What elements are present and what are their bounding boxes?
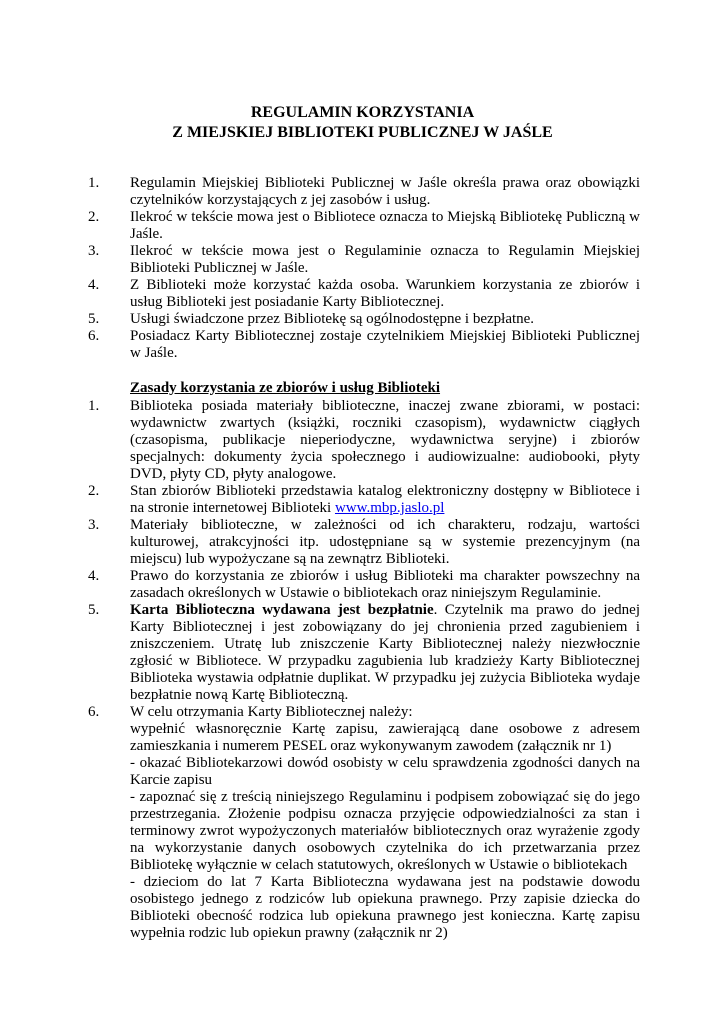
item-text: Biblioteka posiada materiały biblioteczne, inaczej zwane zbiorami, w postaci: wydawnictw zwartych (książki, roczniki czasopism), wydawnictw ciągłych (czasopisma, publikacje nieperiodyczne, wydawnictwa seryjne) i zbiorów specjalnych: dokumenty życia społecznego i audiowizualne: audiobooki, płyty DVD, płyty CD, płyty analogowe. bbox=[130, 398, 640, 482]
item-number: 2. bbox=[88, 483, 100, 499]
item-text-part: . Czytelnik ma prawo do jednej Karty Bibliotecznej i jest zobowiązany do jej chronienia przed zagubieniem i zniszczeniem. Utratę lub zniszczenie Karty Bibliotecznej należy niezwłocznie zgłosić w Bibliotece. W przypadku zagubienia lub kradzieży Karty Bibliotecznej Biblioteka wystawia odpłatnie duplikat. W przypadku jej zużycia Biblioteka wydaje bezpłatnie nową Kartę Biblioteczną. bbox=[130, 602, 640, 703]
item-text-part: Stan zbiorów Biblioteki przedstawia katalog elektroniczny dostępny w Bibliotece i na stronie internetowej Biblioteki bbox=[130, 483, 640, 516]
item-text: Ilekroć w tekście mowa jest o Regulaminie oznacza to Regulamin Miejskiej Biblioteki Publicznej w Jaśle. bbox=[130, 243, 640, 276]
list-item bbox=[88, 328, 640, 362]
item-text bbox=[130, 483, 640, 517]
list-item bbox=[88, 398, 640, 483]
item-text: Posiadacz Karty Bibliotecznej zostaje czytelnikiem Miejskiej Biblioteki Publicznej w Jaśle. bbox=[130, 328, 640, 361]
item-text: Usługi świadczone przez Bibliotekę są ogólnodostępne i bezpłatne. bbox=[130, 311, 535, 327]
item-number: 4. bbox=[88, 277, 100, 293]
list-item bbox=[88, 704, 640, 942]
item-intro: W celu otrzymania Karty Bibliotecznej należy: bbox=[130, 704, 413, 720]
item-text: Ilekroć w tekście mowa jest o Bibliotece oznacza to Miejską Bibliotekę Publiczną w Jaśle. bbox=[130, 209, 640, 242]
list-item bbox=[88, 602, 640, 704]
list-item bbox=[88, 277, 640, 311]
library-rules-section bbox=[88, 380, 640, 942]
item-number: 6. bbox=[88, 328, 100, 344]
item-text: Z Biblioteki może korzystać każda osoba. Warunkiem korzystania ze zbiorów i usług Biblioteki jest posiadanie Karty Bibliotecznej. bbox=[130, 277, 640, 310]
library-website-link[interactable]: www.mbp.jaslo.pl bbox=[334, 500, 445, 516]
document-title-line2: Z MIEJSKIEJ BIBLIOTEKI PUBLICZNEJ W JAŚLE bbox=[172, 124, 553, 141]
list-item bbox=[88, 568, 640, 602]
general-provisions-list bbox=[88, 175, 640, 362]
item-number: 5. bbox=[88, 602, 100, 618]
item-text: Regulamin Miejskiej Biblioteki Publicznej w Jaśle określa prawa oraz obowiązki czytelników korzystających z jej zasobów i usług. bbox=[130, 175, 640, 208]
item-number: 3. bbox=[88, 517, 100, 533]
item-number: 2. bbox=[88, 209, 100, 225]
item-text: Prawo do korzystania ze zbiorów i usług Biblioteki ma charakter powszechny na zasadach określonych w Ustawie o bibliotekach oraz niniejszym Regulaminie. bbox=[130, 568, 640, 601]
item-number: 5. bbox=[88, 311, 100, 327]
list-item bbox=[88, 311, 640, 328]
item-number: 4. bbox=[88, 568, 100, 584]
sub-item: wypełnić własnoręcznie Kartę zapisu, zawierającą dane osobowe z adresem zamieszkania i numerem PESEL oraz wykonywanym zawodem (załącznik nr 1) bbox=[130, 721, 640, 754]
sub-item: - dzieciom do lat 7 Karta Biblioteczna wydawana jest na podstawie dowodu osobistego jednego z rodziców lub opiekuna prawnego. Przy zapisie dziecka do Biblioteki obecność rodzica lub opiekuna prawnego jest konieczna. Kartę zapisu wypełnia rodzic lub opiekun prawny (załącznik nr 2) bbox=[130, 874, 640, 941]
item-number: 1. bbox=[88, 398, 100, 414]
item-text: Materiały biblioteczne, w zależności od ich charakteru, rodzaju, wartości kulturowej, atrakcyjności itp. udostępniane są w systemie prezencyjnym (na miejscu) lub wypożyczane są na zewnątrz Biblioteki. bbox=[130, 517, 640, 567]
list-item bbox=[88, 243, 640, 277]
list-item bbox=[88, 517, 640, 568]
sub-item: - okazać Bibliotekarzowi dowód osobisty w celu sprawdzenia zgodności danych na Karcie zapisu bbox=[130, 755, 640, 788]
section-heading: Zasady korzystania ze zbiorów i usług Biblioteki bbox=[130, 380, 441, 396]
sub-item: - zapoznać się z treścią niniejszego Regulaminu i podpisem zobowiązać się do jego przestrzegania. Złożenie podpisu oznacza przyjęcie odpowiedzialności za stan i terminowy zwrot wypożyczonych materiałów bibliotecznych oraz wyrażenie zgody na wykorzystanie danych osobowych czytelnika do ich przetwarzania przez Bibliotekę wyłącznie w celach statutowych, określonych w Ustawie o bibliotekach bbox=[130, 789, 640, 873]
document-title-line1: REGULAMIN KORZYSTANIA bbox=[250, 104, 475, 121]
item-number: 3. bbox=[88, 243, 100, 259]
item-text bbox=[130, 602, 640, 704]
list-item bbox=[88, 175, 640, 209]
library-card-free-notice: Karta Biblioteczna wydawana jest bezpłatnie bbox=[130, 602, 434, 618]
list-item bbox=[88, 209, 640, 243]
item-number: 6. bbox=[88, 704, 100, 720]
list-item bbox=[88, 483, 640, 517]
item-number: 1. bbox=[88, 175, 100, 191]
